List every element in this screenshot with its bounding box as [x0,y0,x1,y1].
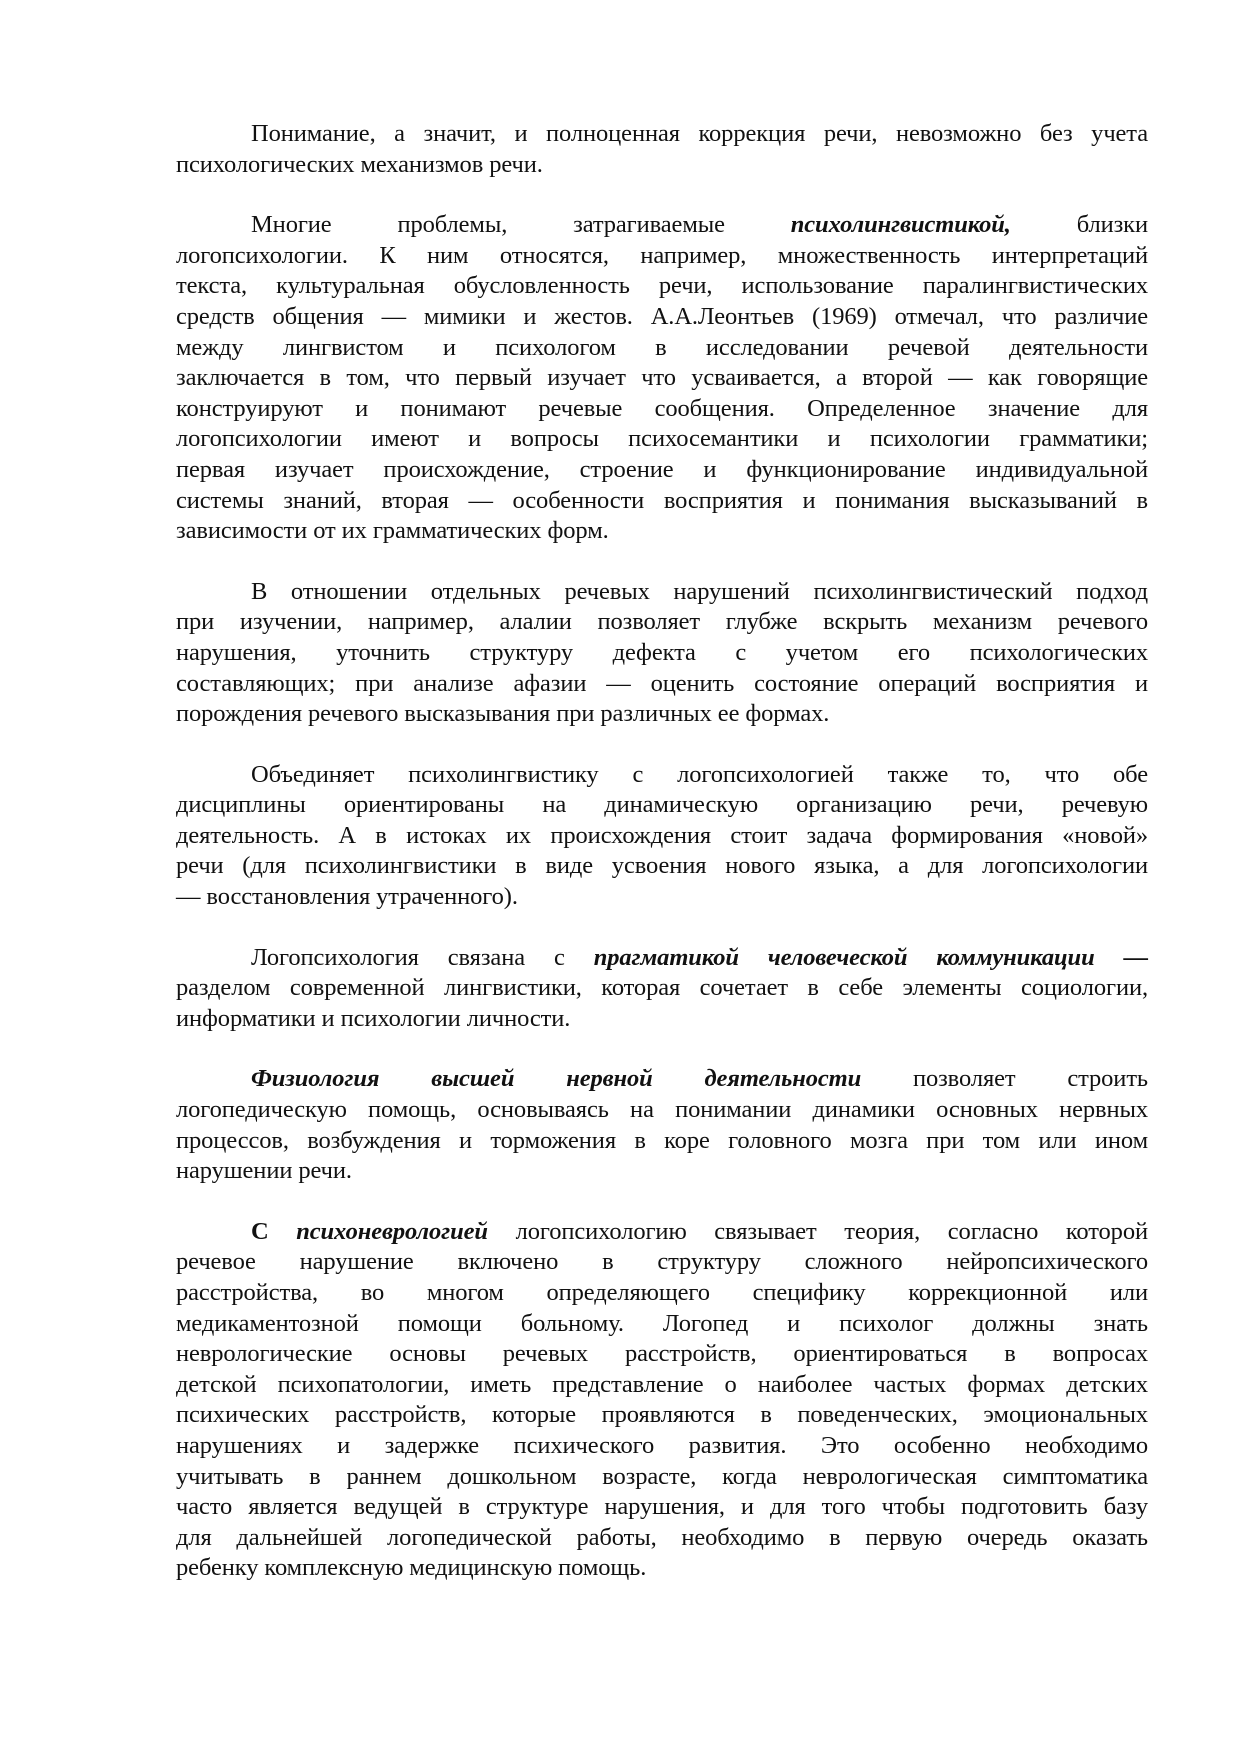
text-segment: близки [1010,211,1149,239]
text-line [176,1523,1148,1554]
text-line [176,1004,1148,1035]
paragraph-p5 [176,943,1148,1035]
text-line [176,1492,1148,1523]
bold-text: С [251,1217,297,1245]
text-line [176,943,1148,974]
text-segment: Объединяет психолингвистику с логопсихологией также то, что обе [251,760,1148,788]
paragraph-p2 [176,210,1148,547]
text-line [176,760,1148,791]
paragraph-p1 [176,119,1148,180]
text-line [176,1462,1148,1493]
text-line [176,394,1148,425]
paragraph-p4 [176,760,1148,913]
text-segment: детской психопатологии, иметь представление о наиболее частых формах детских [176,1370,1148,1398]
text-segment: дисциплины ориентированы на динамическую организацию речи, речевую [176,791,1148,819]
text-segment: психических расстройств, которые проявляются в поведенческих, эмоциональных [176,1401,1148,1429]
text-segment: логопсихологии. К ним относятся, например, множественность интерпретаций [176,241,1148,269]
text-segment: логопсихологию связывает теория, согласно которой [487,1217,1148,1245]
text-line [176,699,1148,730]
text-line [176,973,1148,1004]
text-segment: деятельность. А в истоках их происхождения стоит задача формирования «новой» [176,821,1148,849]
text-segment: процессов, возбуждения и торможения в коре головного мозга при том или ином [176,1126,1148,1154]
text-segment: медикаментозной помощи больному. Логопед и психолог должны знать [176,1309,1148,1337]
text-segment: разделом современной лингвистики, которая сочетает в себе элементы социологии, [176,974,1148,1002]
text-line [176,1064,1148,1095]
text-segment: позволяет строить [861,1065,1148,1093]
document-body [176,119,1148,1614]
text-segment: составляющих; при анализе афазии — оценить состояние операций восприятия и [176,669,1148,697]
text-segment: Понимание, а значит, и полноценная коррекция речи, невозможно без учета [251,120,1148,147]
text-line [176,271,1148,302]
text-line [176,669,1148,700]
text-segment: нарушения, уточнить структуру дефекта с учетом его психологических [176,638,1148,666]
text-segment: учитывать в раннем дошкольном возрасте, когда неврологическая симптоматика [176,1462,1148,1490]
text-line [176,210,1148,241]
text-segment: логопсихологии имеют и вопросы психосемантики и психологии грамматики; [176,425,1148,453]
text-line [176,1278,1148,1309]
text-line [176,363,1148,394]
text-segment: психологических механизмов речи. [176,150,543,178]
text-segment: ребенку комплексную медицинскую помощь. [176,1554,647,1582]
text-segment: порождения речевого высказывания при различных ее формах. [176,700,830,728]
text-segment: информатики и психологии личности. [176,1004,571,1032]
paragraph-p3 [176,577,1148,730]
text-line [176,790,1148,821]
text-line [176,1095,1148,1126]
text-line [176,577,1148,608]
text-line [176,1400,1148,1431]
text-segment: речевое нарушение включено в структуру сложного нейропсихического [176,1248,1148,1276]
emphasized-term: психолингвистикой, [790,211,1011,239]
text-line [176,1247,1148,1278]
text-line [176,882,1148,913]
text-segment: В отношении отдельных речевых нарушений психолингвистический подход [251,577,1148,605]
text-line [176,638,1148,669]
text-line [176,1370,1148,1401]
text-segment: Многие проблемы, затрагиваемые [251,211,791,239]
text-segment: системы знаний, вторая — особенности восприятия и понимания высказываний в [176,486,1148,514]
text-segment: заключается в том, что первый изучает что усваивается, а второй — как говорящие [176,364,1148,392]
text-line [176,424,1148,455]
text-line [176,516,1148,547]
text-line [176,486,1148,517]
text-line [176,455,1148,486]
text-segment: Логопсихология связана с [251,943,594,971]
text-line [176,1553,1148,1584]
text-line [176,302,1148,333]
text-line [176,241,1148,272]
paragraph-p7 [176,1217,1148,1584]
text-segment: первая изучает происхождение, строение и функционирование индивидуальной [176,455,1148,483]
text-segment: расстройства, во многом определяющего специфику коррекционной или [176,1279,1148,1306]
text-segment: между лингвистом и психологом в исследовании речевой деятельности [176,333,1148,361]
text-line [176,1431,1148,1462]
text-line [176,1156,1148,1187]
emphasized-term: Физиология высшей нервной деятельности [251,1065,862,1093]
text-segment: нарушении речи. [176,1157,352,1185]
text-line [176,821,1148,852]
text-line [176,1339,1148,1370]
emphasized-term: прагматикой человеческой коммуникации — [593,943,1148,971]
text-line [176,150,1148,181]
text-line [176,119,1148,150]
text-segment: нарушениях и задержке психического развития. Это особенно необходимо [176,1431,1148,1459]
text-line [176,1217,1148,1248]
text-line [176,1126,1148,1157]
text-segment: часто является ведущей в структуре нарушения, и для того чтобы подготовить базу [176,1493,1148,1521]
paragraph-p6 [176,1064,1148,1186]
text-segment: неврологические основы речевых расстройств, ориентироваться в вопросах [176,1340,1148,1368]
text-segment: логопедическую помощь, основываясь на понимании динамики основных нервных [176,1096,1148,1124]
text-segment: конструируют и понимают речевые сообщения. Определенное значение для [176,394,1148,422]
text-line [176,607,1148,638]
text-segment: средств общения — мимики и жестов. А.А.Леонтьев (1969) отмечал, что различие [176,302,1148,330]
text-segment: речи (для психолингвистики в виде усвоения нового языка, а для логопсихологии [176,852,1148,880]
emphasized-term: психоневрологией [296,1217,488,1245]
text-line [176,1309,1148,1340]
text-segment: при изучении, например, алалии позволяет глубже вскрыть механизм речевого [176,608,1148,636]
text-segment: — восстановления утраченного). [176,883,518,911]
text-line [176,851,1148,882]
text-segment: текста, культуральная обусловленность речи, использование паралингвистических [176,272,1148,300]
text-segment: зависимости от их грамматических форм. [176,517,609,545]
text-line [176,333,1148,364]
text-segment: для дальнейшей логопедической работы, необходимо в первую очередь оказать [176,1523,1148,1551]
